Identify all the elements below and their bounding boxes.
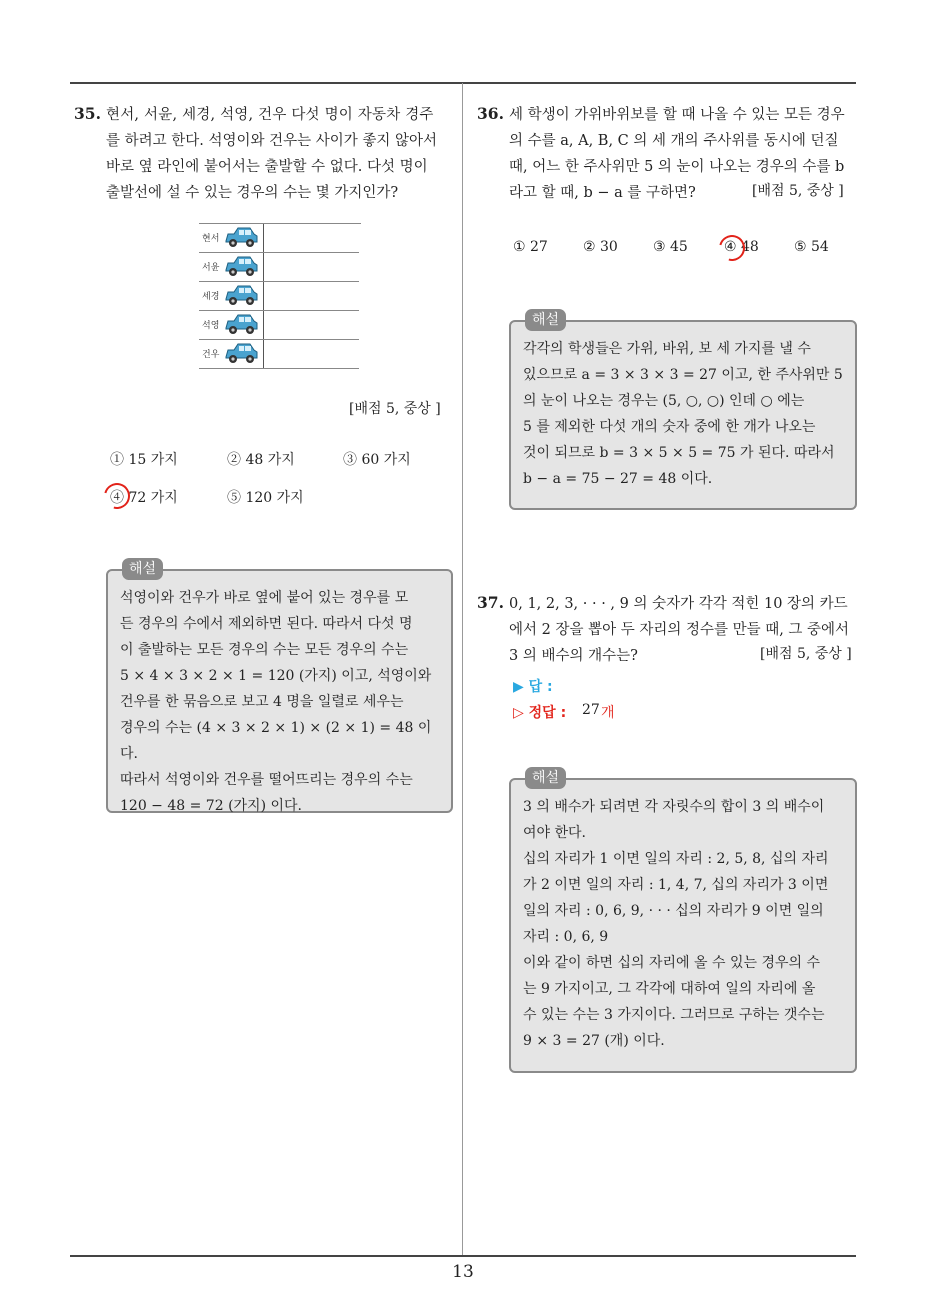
car-icon <box>223 312 259 336</box>
answer-circle-mark <box>99 478 135 514</box>
solution-line: 수 있는 수는 3 가지이다. 그러므로 구하는 갯수는 <box>523 1007 825 1023</box>
column-divider <box>462 83 463 1256</box>
option-2[interactable]: ② 48 가지 <box>227 452 295 468</box>
solution-line: 석영이와 건우가 바로 옆에 붙어 있는 경우를 모 <box>120 590 409 606</box>
solution-text <box>523 794 843 1054</box>
solution-line: 경우의 수는 (4 × 3 × 2 × 1) × (2 × 1) = 48 이다. <box>120 720 432 762</box>
question-text-line: 때, 어느 한 주사위만 5 의 눈이 나오는 경우의 수를 b <box>509 159 845 175</box>
car-icon <box>223 283 259 307</box>
race-lane <box>199 252 359 282</box>
question-37-score: [배점 5, 중상 ] <box>760 646 852 662</box>
question-37-solution-box <box>509 770 857 1073</box>
option-1[interactable]: ① 27 <box>513 239 548 255</box>
driver-name: 현서 <box>202 234 220 244</box>
question-text-line: 의 수를 a, A, B, C 의 세 개의 주사위를 동시에 던질 <box>509 133 839 149</box>
solution-label: 해설 <box>525 309 566 331</box>
solution-line: 5 를 제외한 다섯 개의 숫자 중에 한 개가 나오는 <box>523 419 816 435</box>
question-text-line: 라고 할 때, b − a 를 구하면? <box>509 185 696 201</box>
option-5[interactable]: ⑤ 120 가지 <box>227 490 304 506</box>
question-text-line: 0, 1, 2, 3, · · · , 9 의 숫자가 각각 적힌 10 장의 카드 <box>509 596 848 612</box>
option-4[interactable]: ④ 48 <box>724 239 759 255</box>
question-text-line: 세 학생이 가위바위보를 할 때 나올 수 있는 모든 경우 <box>509 107 845 123</box>
solution-line: 의 눈이 나오는 경우는 (5, ○, ○) 인데 ○ 에는 <box>523 393 805 409</box>
solution-line: b − a = 75 − 27 = 48 이다. <box>523 471 713 487</box>
solution-text <box>523 336 843 492</box>
solution-line: 있으므로 a = 3 × 3 × 3 = 27 이고, 한 주사위만 5 <box>523 367 843 383</box>
top-rule <box>70 82 856 84</box>
solution-line: 십의 자리가 1 이면 일의 자리 : 2, 5, 8, 십의 자리 <box>523 851 829 867</box>
question-text-line: 3 의 배수의 개수는? <box>509 648 638 664</box>
question-37-number: 37. <box>477 593 504 612</box>
correct-answer-value: 27 <box>582 702 600 718</box>
solution-line: 이 출발하는 모든 경우의 수는 모든 경우의 수는 <box>120 642 409 658</box>
bottom-rule <box>70 1255 856 1257</box>
solution-line: 이와 같이 하면 십의 자리에 올 수 있는 경우의 수 <box>523 955 821 971</box>
question-35-text <box>106 102 456 206</box>
option-1[interactable]: ① 15 가지 <box>110 452 178 468</box>
question-text-line: 바로 옆 라인에 붙어서는 출발할 수 없다. 다섯 명이 <box>106 159 428 175</box>
driver-name: 건우 <box>202 350 220 360</box>
solution-line: 따라서 석영이와 건우를 떨어뜨리는 경우의 수는 <box>120 772 413 788</box>
solution-line: 일의 자리 : 0, 6, 9, · · · 십의 자리가 9 이면 일의 <box>523 903 824 919</box>
question-35-solution-box <box>106 561 453 814</box>
solution-text <box>120 585 439 819</box>
solution-line: 9 × 3 = 27 (개) 이다. <box>523 1033 665 1049</box>
solution-line: 5 × 4 × 3 × 2 × 1 = 120 (가지) 이고, 석영이와 <box>120 668 432 684</box>
solution-line: 각각의 학생들은 가위, 바위, 보 세 가지를 낼 수 <box>523 341 811 357</box>
question-text-line: 에서 2 장을 뽑아 두 자리의 정수를 만들 때, 그 중에서 <box>509 622 850 638</box>
solution-line: 는 9 가지이고, 그 각각에 대하여 일의 자리에 올 <box>523 981 816 997</box>
option-3[interactable]: ③ 60 가지 <box>343 452 411 468</box>
option-2[interactable]: ② 30 <box>583 239 618 255</box>
solution-line: 3 의 배수가 되려면 각 자릿수의 합이 3 의 배수이 <box>523 799 825 815</box>
solution-line: 120 − 48 = 72 (가지) 이다. <box>120 798 302 814</box>
car-icon <box>223 254 259 278</box>
page-number: 13 <box>452 1262 474 1282</box>
option-5[interactable]: ⑤ 54 <box>794 239 829 255</box>
answer-input-label[interactable]: ▶ 답 : <box>513 679 553 695</box>
car-icon <box>223 341 259 365</box>
driver-name: 세경 <box>202 292 220 302</box>
solution-line: 것이 되므로 b = 3 × 5 × 5 = 75 가 된다. 따라서 <box>523 445 835 461</box>
driver-name: 석영 <box>202 321 220 331</box>
question-text-line: 출발선에 설 수 있는 경우의 수는 몇 가지인가? <box>106 185 399 201</box>
answer-circle-mark <box>714 230 750 266</box>
correct-answer-unit: 개 <box>601 705 615 721</box>
race-figure <box>199 223 361 369</box>
race-lane <box>199 339 359 369</box>
race-lane <box>199 310 359 340</box>
race-lane <box>199 281 359 311</box>
solution-line: 여야 한다. <box>523 825 586 841</box>
solution-label: 해설 <box>525 767 566 789</box>
car-icon <box>223 225 259 249</box>
question-36-number: 36. <box>477 104 504 123</box>
solution-line: 자리 : 0, 6, 9 <box>523 929 609 945</box>
solution-line: 건우를 한 묶음으로 보고 4 명을 일렬로 세우는 <box>120 694 404 710</box>
solution-line: 가 2 이면 일의 자리 : 1, 4, 7, 십의 자리가 3 이면 <box>523 877 829 893</box>
solution-label: 해설 <box>122 558 163 580</box>
driver-name: 서윤 <box>202 263 220 273</box>
question-35-score: [배점 5, 중상 ] <box>349 401 441 417</box>
correct-answer-label: ▷ 정답 : <box>513 705 567 721</box>
question-text-line: 를 하려고 한다. 석영이와 건우는 사이가 좋지 않아서 <box>106 133 438 149</box>
option-4[interactable]: ④ 72 가지 <box>110 490 178 506</box>
question-35-number: 35. <box>74 104 101 123</box>
option-3[interactable]: ③ 45 <box>653 239 688 255</box>
question-text-line: 현서, 서윤, 세경, 석영, 건우 다섯 명이 자동차 경주 <box>106 107 434 123</box>
solution-line: 든 경우의 수에서 제외하면 된다. 따라서 다섯 명 <box>120 616 413 632</box>
race-lane <box>199 223 359 253</box>
question-36-solution-box <box>509 312 857 510</box>
question-36-score: [배점 5, 중상 ] <box>752 183 844 199</box>
